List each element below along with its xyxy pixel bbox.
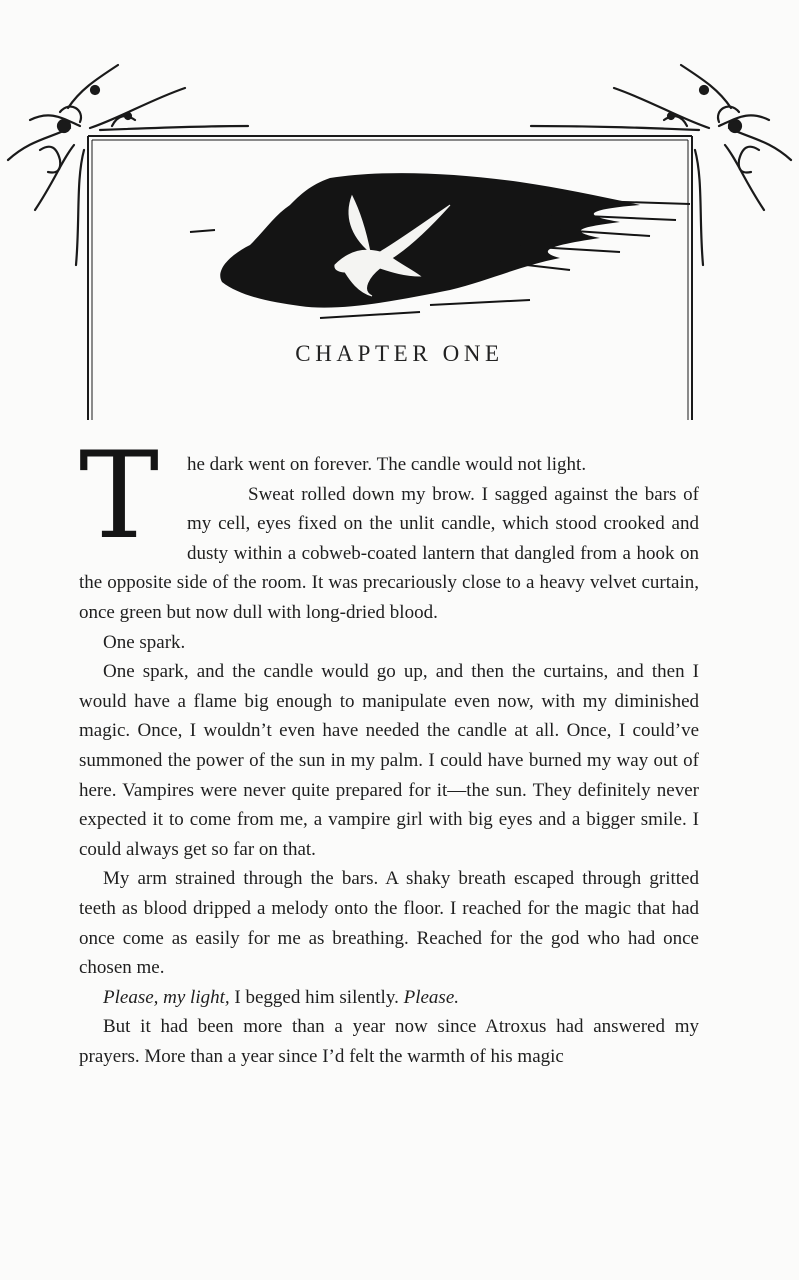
paragraph-rest: bars of my cell, eyes fixed on the unlit candle, which stood crooked and dusty within a cobweb-coated lantern that dangled from a hook on the opposite side of the room. It was precariously close to a heavy velvet curtain, once green but now dull with long-dried blood. <box>79 483 700 623</box>
chapter-title: CHAPTER ONE <box>295 341 504 366</box>
paragraph: One spark, and the candle would go up, and then the curtains, and then I would have a flame big enough to manipulate even now, with my diminished magic. Once, I wouldn’t even have needed the candle at all. Once, I could’ve summoned the power of the sun in my palm. I could have burned my way out of here. Vampires were never quite prepared for it—the sun. They definitely never expected it to come from me, a vampire girl with big eyes and a bigger smile. I could always get so far on that. <box>79 661 699 860</box>
opening-line: he dark went on forever. The candle would not light. <box>187 454 587 475</box>
paragraph: My arm strained through the bars. A shaky breath escaped through gritted teeth as blood dripped a melody onto the floor. I reached for the magic that had once come as easily for me as breathing. Reached for the god who had once chosen me. <box>79 868 699 979</box>
paragraph-text: I begged him silently. <box>229 986 404 1008</box>
paragraph: But it had been more than a year now since Atroxus had answered my prayers. More than a year since I’d felt the warmth of his magic <box>79 1016 699 1067</box>
chapter-body-text <box>79 427 700 1071</box>
drop-cap: T <box>79 427 160 566</box>
left-flourish-icon <box>8 65 248 265</box>
italic-please: Please. <box>403 986 460 1008</box>
paragraph: One spark. <box>103 631 186 653</box>
ink-splash-icon <box>190 173 690 318</box>
paragraph-first-line: Sweat rolled down my brow. I sagged against the <box>248 483 638 505</box>
italic-prayer: Please, my light, <box>103 986 230 1008</box>
paragraph <box>79 983 699 1013</box>
